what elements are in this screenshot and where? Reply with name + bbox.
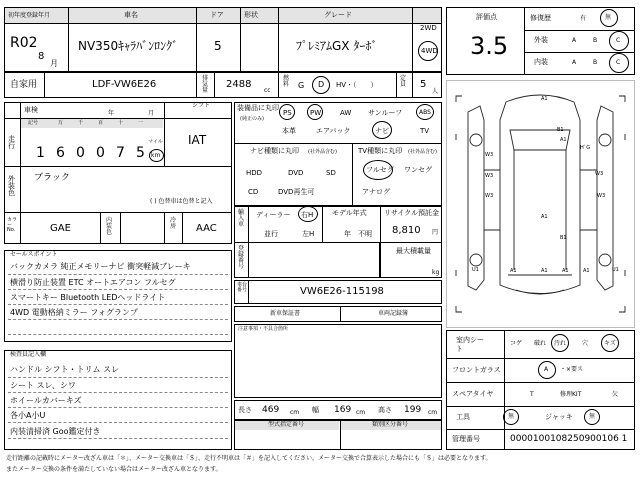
doors-value: 5	[214, 39, 222, 53]
diag-label-5: W3	[485, 173, 494, 179]
car-outline	[446, 80, 635, 328]
nav-cd: CD	[248, 188, 259, 196]
odometer-digit-1: 1	[36, 145, 45, 161]
nav-title: ナビ種類に丸印	[250, 147, 299, 155]
exterior-grade-label: 外装	[534, 36, 548, 44]
equipment-subtitle: (純正のみ)	[240, 116, 264, 122]
seat-tear: 破れ	[534, 340, 547, 347]
ext-grade-a: A	[572, 37, 577, 44]
equip-sunroof: サンルーフ	[368, 109, 403, 117]
diag-label-4: W3	[485, 152, 494, 158]
mgmt-number: 0000100108250900106 1	[510, 434, 628, 444]
record-book: 車両記録簿	[378, 310, 409, 317]
class-label: 類別区分番号	[372, 421, 409, 428]
seat-stain: 汚れ	[554, 340, 567, 347]
ac-value: AAC	[196, 223, 217, 234]
repair-no: 無	[605, 14, 612, 21]
interior-grade-label: 内装	[534, 58, 548, 66]
equip-leather: 本革	[282, 127, 296, 135]
digit-label-4: 十	[118, 120, 124, 126]
inspection-label: 車検	[24, 106, 38, 114]
width-value: 169	[334, 405, 352, 415]
odometer-digit-5: 7	[116, 145, 125, 161]
length-label: 長さ	[238, 406, 252, 414]
diag-label-3: A1	[560, 137, 567, 143]
sales-points-label: セールスポイント	[10, 251, 58, 258]
fuel-hv: HV・（ ）	[336, 81, 378, 89]
model-year-value: 年 不明	[344, 230, 372, 238]
model-label: 車名	[124, 11, 138, 19]
reg-label: 登録番号	[238, 245, 245, 270]
sales-line-2: 横滑り防止装置 ETC オートエアコン フルセグ	[10, 278, 176, 287]
nav-hdd: HDD	[246, 169, 263, 177]
diag-label-8: W3	[597, 193, 606, 199]
footer-line-2: またメーター交換の条件を満たしていない場合はメーター改ざん車となります。	[6, 466, 222, 473]
spare-label: スペアタイヤ	[452, 390, 494, 398]
tv-analog: アナログ	[362, 188, 390, 196]
displacement-unit: cc	[264, 87, 271, 94]
inspection-year: 年	[108, 110, 115, 117]
notes-block	[234, 324, 442, 398]
shift-value: IAT	[188, 133, 207, 147]
load-label: 最大積載量	[396, 247, 431, 255]
diag-label-13: A1	[541, 268, 548, 274]
width-unit: cm	[356, 409, 366, 416]
import-dealer: ディーラー	[256, 211, 291, 219]
seat-hole: 穴	[582, 340, 589, 347]
inspector-label: 検査員記入欄	[10, 351, 47, 358]
diag-label-10: B1	[560, 235, 567, 241]
diag-label-15: A1	[583, 268, 590, 274]
diag-label-2: B1	[557, 127, 564, 133]
first-reg-month-unit: 月	[50, 59, 58, 68]
int-grade-a: A	[572, 59, 577, 66]
footer-line-1: 走行距離の記載時にメーター改ざん車は「＊」、メーター交換車は「＄」、走行不明車は「＃」を記入してください。メーター交換で合算表示した場合にも「＄」は必要となります。	[6, 455, 492, 462]
spare-kit: 修理KIT	[560, 391, 582, 398]
digit-label-1: 万	[58, 120, 64, 126]
recycle-unit: 円	[432, 229, 439, 236]
nav-dvd-playback: DVD再生可	[278, 188, 315, 196]
new-warranty: 新車保証書	[270, 310, 301, 317]
first-reg-year: R02	[10, 35, 38, 51]
int-grade-c: C	[616, 59, 621, 66]
repair-label: 修復歴	[530, 14, 551, 22]
ext-grade-b: B	[593, 37, 598, 44]
model-year-label: モデル年式	[332, 209, 367, 217]
inspector-line-4: 各小A小U	[10, 411, 46, 420]
displacement-label: 排気量	[202, 75, 209, 94]
shape-label: 形状	[244, 11, 258, 19]
capacity-label: 定員	[400, 75, 407, 88]
sales-line-1: バックカメラ 純正メモリーナビ 衝突軽減ブレーキ	[10, 262, 191, 271]
first-reg-label: 初年度登録年月	[8, 12, 51, 19]
drive-4wd: 4WD	[421, 47, 438, 55]
seat-scratch: キズ	[604, 340, 616, 347]
spare-missing: 欠	[612, 391, 619, 398]
shift-label: シフト	[192, 102, 211, 109]
odometer-digit-4: 0	[96, 145, 105, 161]
equip-pw: PW	[310, 109, 322, 117]
digit-label-5: 一	[138, 120, 144, 126]
digit-label-3: 百	[98, 120, 104, 126]
grade-value: ﾌﾟﾚﾐｱﾑGX ﾀｰﾎﾞ	[296, 39, 378, 53]
tv-title: TV種類に丸印	[358, 147, 403, 155]
equip-tv: TV	[420, 127, 430, 135]
glass-x: ・×要ス	[560, 366, 584, 373]
type-label: 型式指定番号	[268, 421, 305, 428]
inspector-line-3: ホイールカバーキズ	[10, 396, 82, 405]
tv-fullseg: フルセグ	[366, 166, 394, 174]
ac-label: 冷房	[170, 217, 177, 230]
diag-label-6: W3	[485, 193, 494, 199]
model-code: LDF-VW6E26	[92, 79, 157, 90]
height-value: 199	[404, 405, 422, 415]
chassis-label: 車台番号	[237, 282, 248, 293]
score-label: 評価点	[476, 13, 497, 21]
travel-label: 走行	[8, 135, 15, 150]
equip-navi: ナビ	[375, 127, 389, 135]
repair-yes: 有	[580, 15, 587, 22]
recycle-label: リサイクル預託金	[384, 209, 440, 217]
color-no-label: カラーNo.	[7, 217, 18, 233]
tools-value: 無	[508, 413, 515, 420]
equip-aw: AW	[340, 109, 352, 117]
tv-oneseg: ワンセグ	[404, 166, 432, 174]
tv-note: (社外品含む)	[408, 149, 437, 155]
import-right-h: 右H	[301, 211, 314, 219]
warranty-row	[234, 306, 442, 322]
ext-grade-c: C	[616, 37, 621, 44]
car-name: NV350ｷｬﾗﾊﾞﾝﾛﾝｸﾞ	[78, 39, 179, 53]
diag-label-9: A1	[541, 214, 548, 220]
equip-airbag: エアバック	[316, 127, 351, 135]
interior-color-label: 内装色	[106, 217, 113, 236]
jack-label: ジャッキ	[545, 413, 573, 421]
nav-dvd: DVD	[288, 169, 304, 177]
unit-mile: マイル	[148, 139, 163, 145]
exterior-label: 外装色	[8, 175, 15, 197]
equipment-title: 装備品に丸印	[237, 104, 279, 112]
length-unit: cm	[290, 409, 300, 416]
inspector-line-1: ハンドル シフト・トリム スレ	[10, 365, 120, 374]
tools-label: 工具	[456, 413, 470, 421]
doors-label: ドア	[210, 11, 224, 19]
width-label: 幅	[312, 406, 319, 414]
grade-label: グレード	[324, 11, 352, 19]
unit-km: km	[151, 152, 161, 159]
equip-abs: ABS	[419, 109, 431, 116]
digit-label-0: 記号	[28, 120, 39, 126]
exterior-color: ブラック	[34, 173, 70, 183]
diag-label-12: A1	[510, 268, 517, 274]
fuel-g: G	[298, 81, 305, 90]
spare-t: T	[530, 391, 534, 398]
color-no: GAE	[50, 223, 71, 234]
int-grade-b: B	[593, 59, 598, 66]
reg-block	[234, 242, 380, 278]
first-reg-month: 8	[38, 51, 45, 62]
odometer-digit-2: 6	[56, 145, 65, 161]
diag-label-16: U1	[612, 267, 619, 273]
diag-hg: HﾞG	[580, 145, 591, 151]
seat-label: 室内シート	[456, 336, 484, 354]
equip-ps: PS	[283, 109, 292, 117]
fuel-d: D	[318, 80, 325, 89]
nav-note: (社外品含む)	[308, 149, 337, 155]
nav-sd: SD	[326, 169, 336, 177]
import-parallel: 並行	[264, 230, 278, 238]
seat-burn: コゲ	[510, 340, 523, 347]
glass-label: フロントガラス	[452, 366, 501, 374]
diag-label-1: A1	[541, 96, 548, 102]
import-left-h: 左H	[302, 230, 315, 238]
sales-line-3: スマートキー Bluetooth LEDヘッドライト	[10, 293, 166, 302]
inspector-line-2: シート スレ、シワ	[10, 381, 76, 390]
capacity-unit: 人	[432, 88, 439, 95]
odometer-digit-6: 5	[136, 145, 145, 161]
sales-line-4: 4WD 電動格納ミラー フォグランプ	[10, 308, 138, 317]
mgmt-label: 管理番号	[452, 435, 480, 443]
odometer-digit-3: 0	[76, 145, 85, 161]
import-label: 輸入車	[238, 209, 245, 228]
displacement: 2488	[226, 79, 252, 90]
inspection-month: 月	[148, 110, 155, 117]
load-unit: kg	[432, 269, 440, 276]
notes-label: 注意事項・不具合箇所	[238, 326, 289, 332]
diag-label-7: W3	[595, 171, 604, 177]
height-label: 高さ	[378, 406, 392, 414]
drive-2wd: 2WD	[420, 24, 437, 32]
score-value: 3.5	[470, 32, 509, 60]
glass-a: A	[544, 366, 549, 373]
jack-value: 無	[589, 413, 596, 420]
fuel-label: 燃料	[283, 75, 290, 88]
length-value: 469	[262, 405, 280, 415]
recycle-value: 8,810	[392, 225, 421, 236]
diag-label-14: A1	[562, 268, 569, 274]
capacity: 5	[420, 79, 427, 90]
diag-label-11: U1	[472, 267, 479, 273]
chassis-value: VW6E26-115198	[300, 286, 384, 297]
exterior-note: ( ) 色替車は色替と記入	[150, 198, 213, 205]
digit-label-2: 千	[78, 120, 84, 126]
usage: 自家用	[10, 80, 38, 90]
height-unit: cm	[428, 409, 438, 416]
inspector-line-5: 内装清掃済 Goo鑑定付き	[10, 427, 101, 436]
